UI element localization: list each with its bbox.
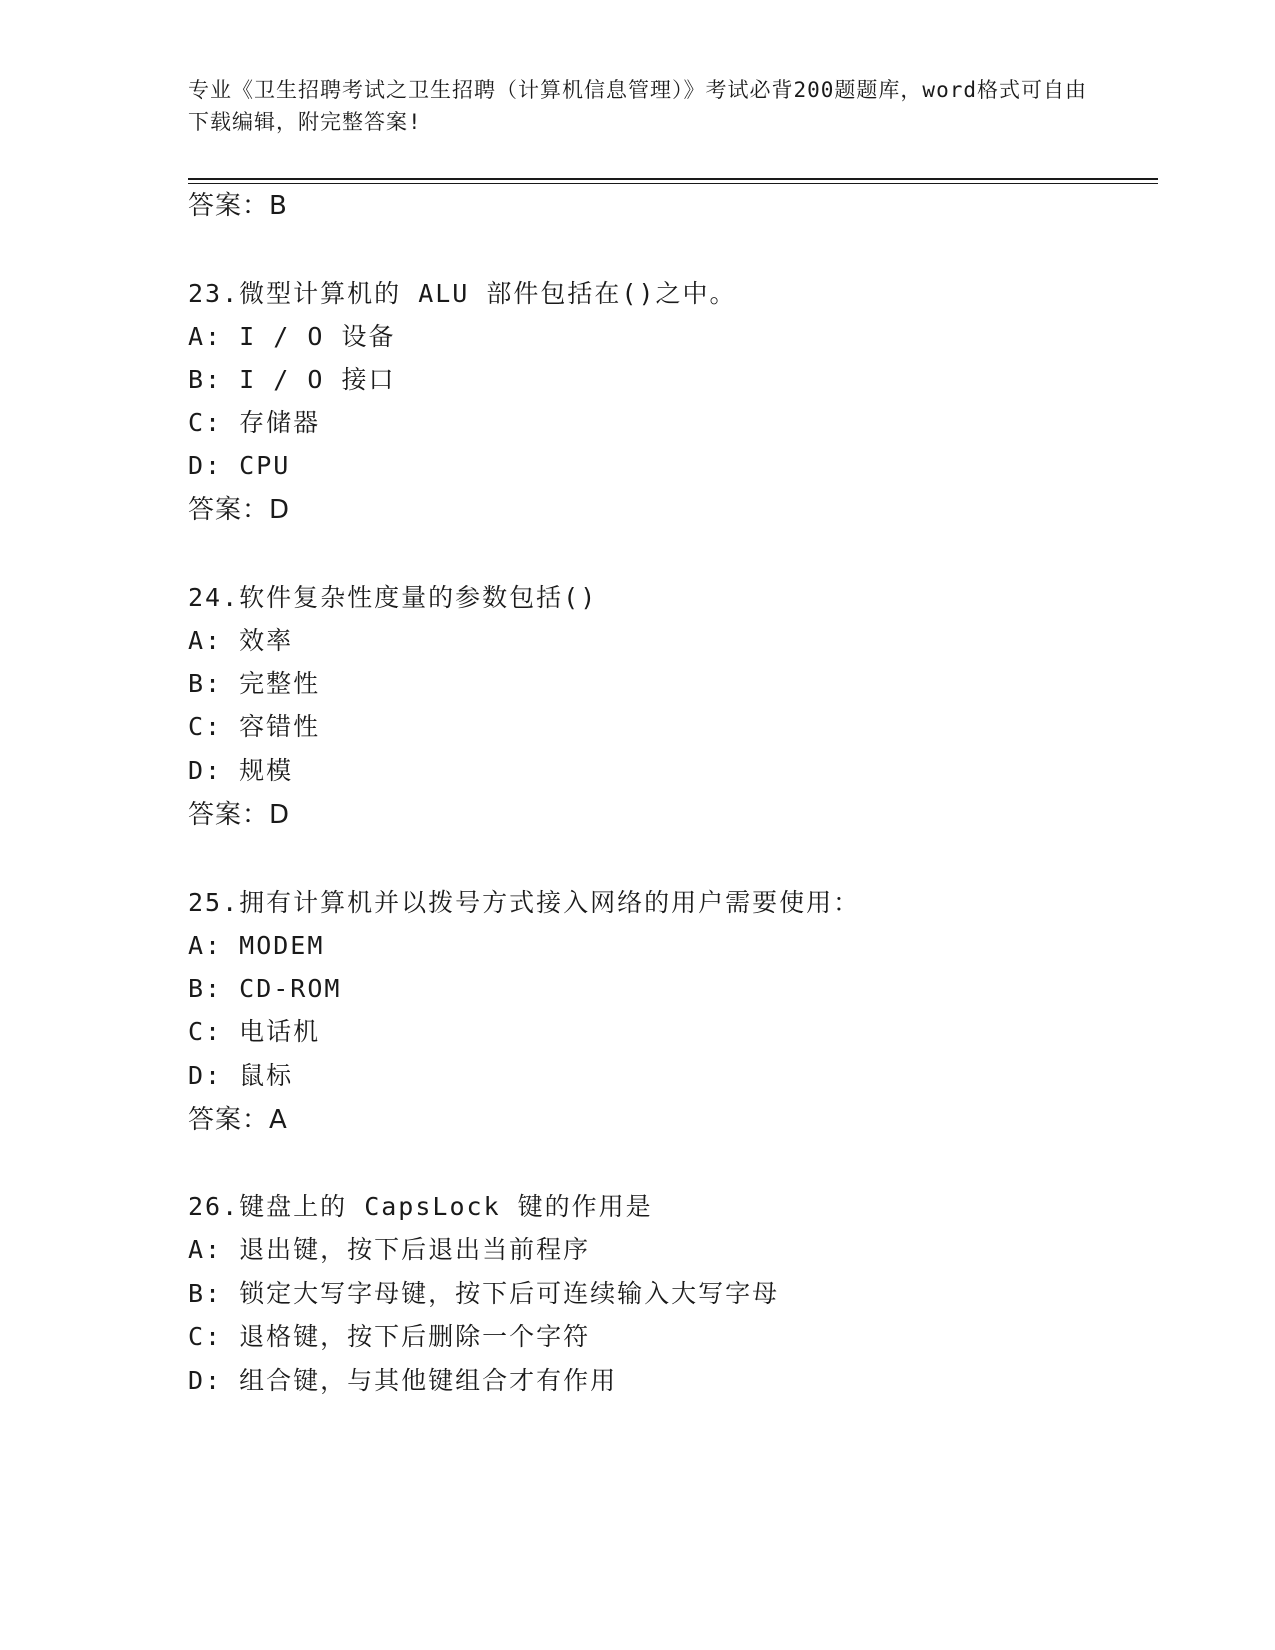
- question-answer: 答案：A: [188, 1105, 288, 1135]
- question-option: B: 锁定大写字母键，按下后可连续输入大写字母: [188, 1279, 780, 1308]
- question-title: 25.拥有计算机并以拨号方式接入网络的用户需要使用：: [188, 888, 861, 917]
- question-option: A: 效率: [188, 626, 294, 655]
- question-option: A: MODEM: [188, 931, 325, 960]
- header-divider-thin: [188, 183, 1158, 184]
- question-option: D: 规模: [188, 756, 294, 785]
- question-option: C: 容错性: [188, 712, 321, 741]
- question-option: D: CPU: [188, 451, 291, 480]
- question-title: 26.键盘上的 CapsLock 键的作用是: [188, 1192, 653, 1221]
- question-answer: 答案：D: [188, 495, 291, 525]
- question-option: C: 电话机: [188, 1017, 321, 1046]
- question-title: 24.软件复杂性度量的参数包括(): [188, 583, 598, 612]
- prev-answer: 答案：B: [188, 191, 288, 221]
- question-option: D: 组合键，与其他键组合才有作用: [188, 1366, 618, 1395]
- question-title: 23.微型计算机的 ALU 部件包括在()之中。: [188, 279, 737, 308]
- question-option: D: 鼠标: [188, 1061, 294, 1090]
- question-option: B: I / O 接口: [188, 365, 396, 394]
- question-option: B: 完整性: [188, 669, 321, 698]
- question-option: A: I / O 设备: [188, 322, 396, 351]
- document-header: 专业《卫生招聘考试之卫生招聘（计算机信息管理）》考试必背200题题库，word格式可自由下载编辑，附完整答案!: [188, 78, 1087, 134]
- question-answer: 答案：D: [188, 800, 291, 830]
- question-option: A: 退出键，按下后退出当前程序: [188, 1235, 591, 1264]
- header-divider: [188, 178, 1158, 180]
- question-option: C: 退格键，按下后删除一个字符: [188, 1322, 591, 1351]
- question-option: B: CD-ROM: [188, 974, 342, 1003]
- question-option: C: 存储器: [188, 408, 321, 437]
